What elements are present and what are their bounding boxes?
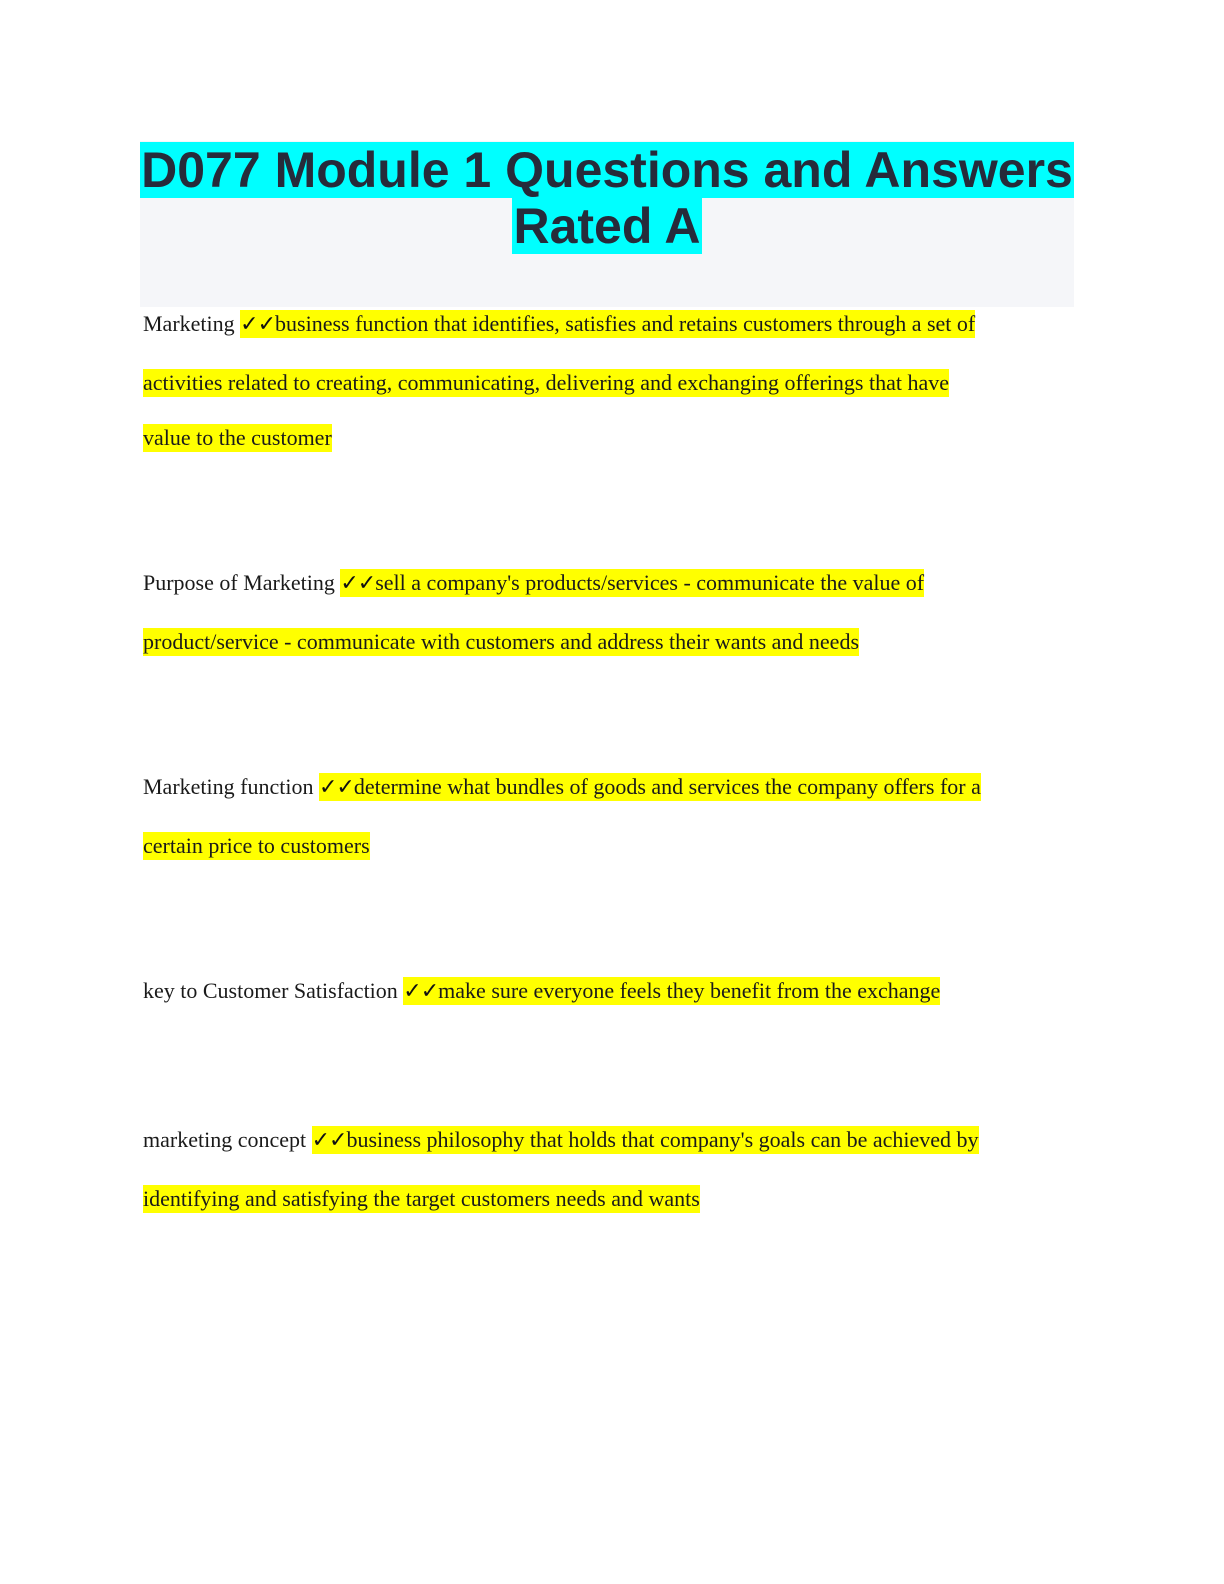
- double-check-icon: ✓✓: [403, 979, 439, 1004]
- answer-text: certain price to customers: [143, 833, 370, 858]
- double-check-icon: ✓✓: [318, 775, 354, 800]
- question-term: key to Customer Satisfaction: [143, 978, 404, 1003]
- qa-line: [143, 772, 981, 802]
- double-check-icon: ✓✓: [311, 1128, 347, 1153]
- answer-text: identifying and satisfying the target customers needs and wants: [143, 1186, 700, 1211]
- double-check-icon: ✓✓: [340, 571, 376, 596]
- answer-highlight: [403, 977, 940, 1005]
- question-term: marketing concept: [143, 1127, 312, 1152]
- double-check-icon: ✓✓: [240, 312, 276, 337]
- page-title-subtitle: Rated A: [513, 198, 701, 254]
- qa-line: [143, 568, 924, 598]
- answer-text: business function that identifies, satisfies and retains customers through a set of: [275, 311, 976, 336]
- answer-highlight: [319, 773, 981, 801]
- answer-text: business philosophy that holds that company's goals can be achieved by: [346, 1127, 979, 1152]
- page-title: D077 Module 1 Questions and Answers: [141, 142, 1073, 198]
- qa-line: [143, 831, 370, 861]
- answer-highlight: [240, 310, 975, 338]
- question-term: Purpose of Marketing: [143, 570, 341, 595]
- answer-text: determine what bundles of goods and services the company offers for a: [353, 774, 981, 799]
- answer-text: value to the customer: [143, 425, 332, 450]
- answer-highlight: [312, 1126, 979, 1154]
- answer-text: product/service - communicate with customers and address their wants and needs: [143, 629, 859, 654]
- answer-highlight: [340, 569, 924, 597]
- title-line-1: [140, 142, 1074, 198]
- qa-line: [143, 627, 859, 657]
- qa-line: [143, 976, 940, 1006]
- question-term: Marketing function: [143, 774, 319, 799]
- qa-line: [143, 1184, 700, 1214]
- answer-text: sell a company's products/services - communicate the value of: [375, 570, 925, 595]
- question-term: Marketing: [143, 311, 241, 336]
- qa-line: [143, 423, 332, 453]
- answer-text: activities related to creating, communicating, delivering and exchanging offerings that have: [143, 370, 949, 395]
- title-block: [140, 141, 1074, 307]
- qa-line: [143, 1125, 979, 1155]
- title-line-2: [140, 198, 1074, 254]
- answer-text: make sure everyone feels they benefit from the exchange: [438, 978, 941, 1003]
- qa-line: [143, 368, 949, 398]
- qa-line: [143, 309, 975, 339]
